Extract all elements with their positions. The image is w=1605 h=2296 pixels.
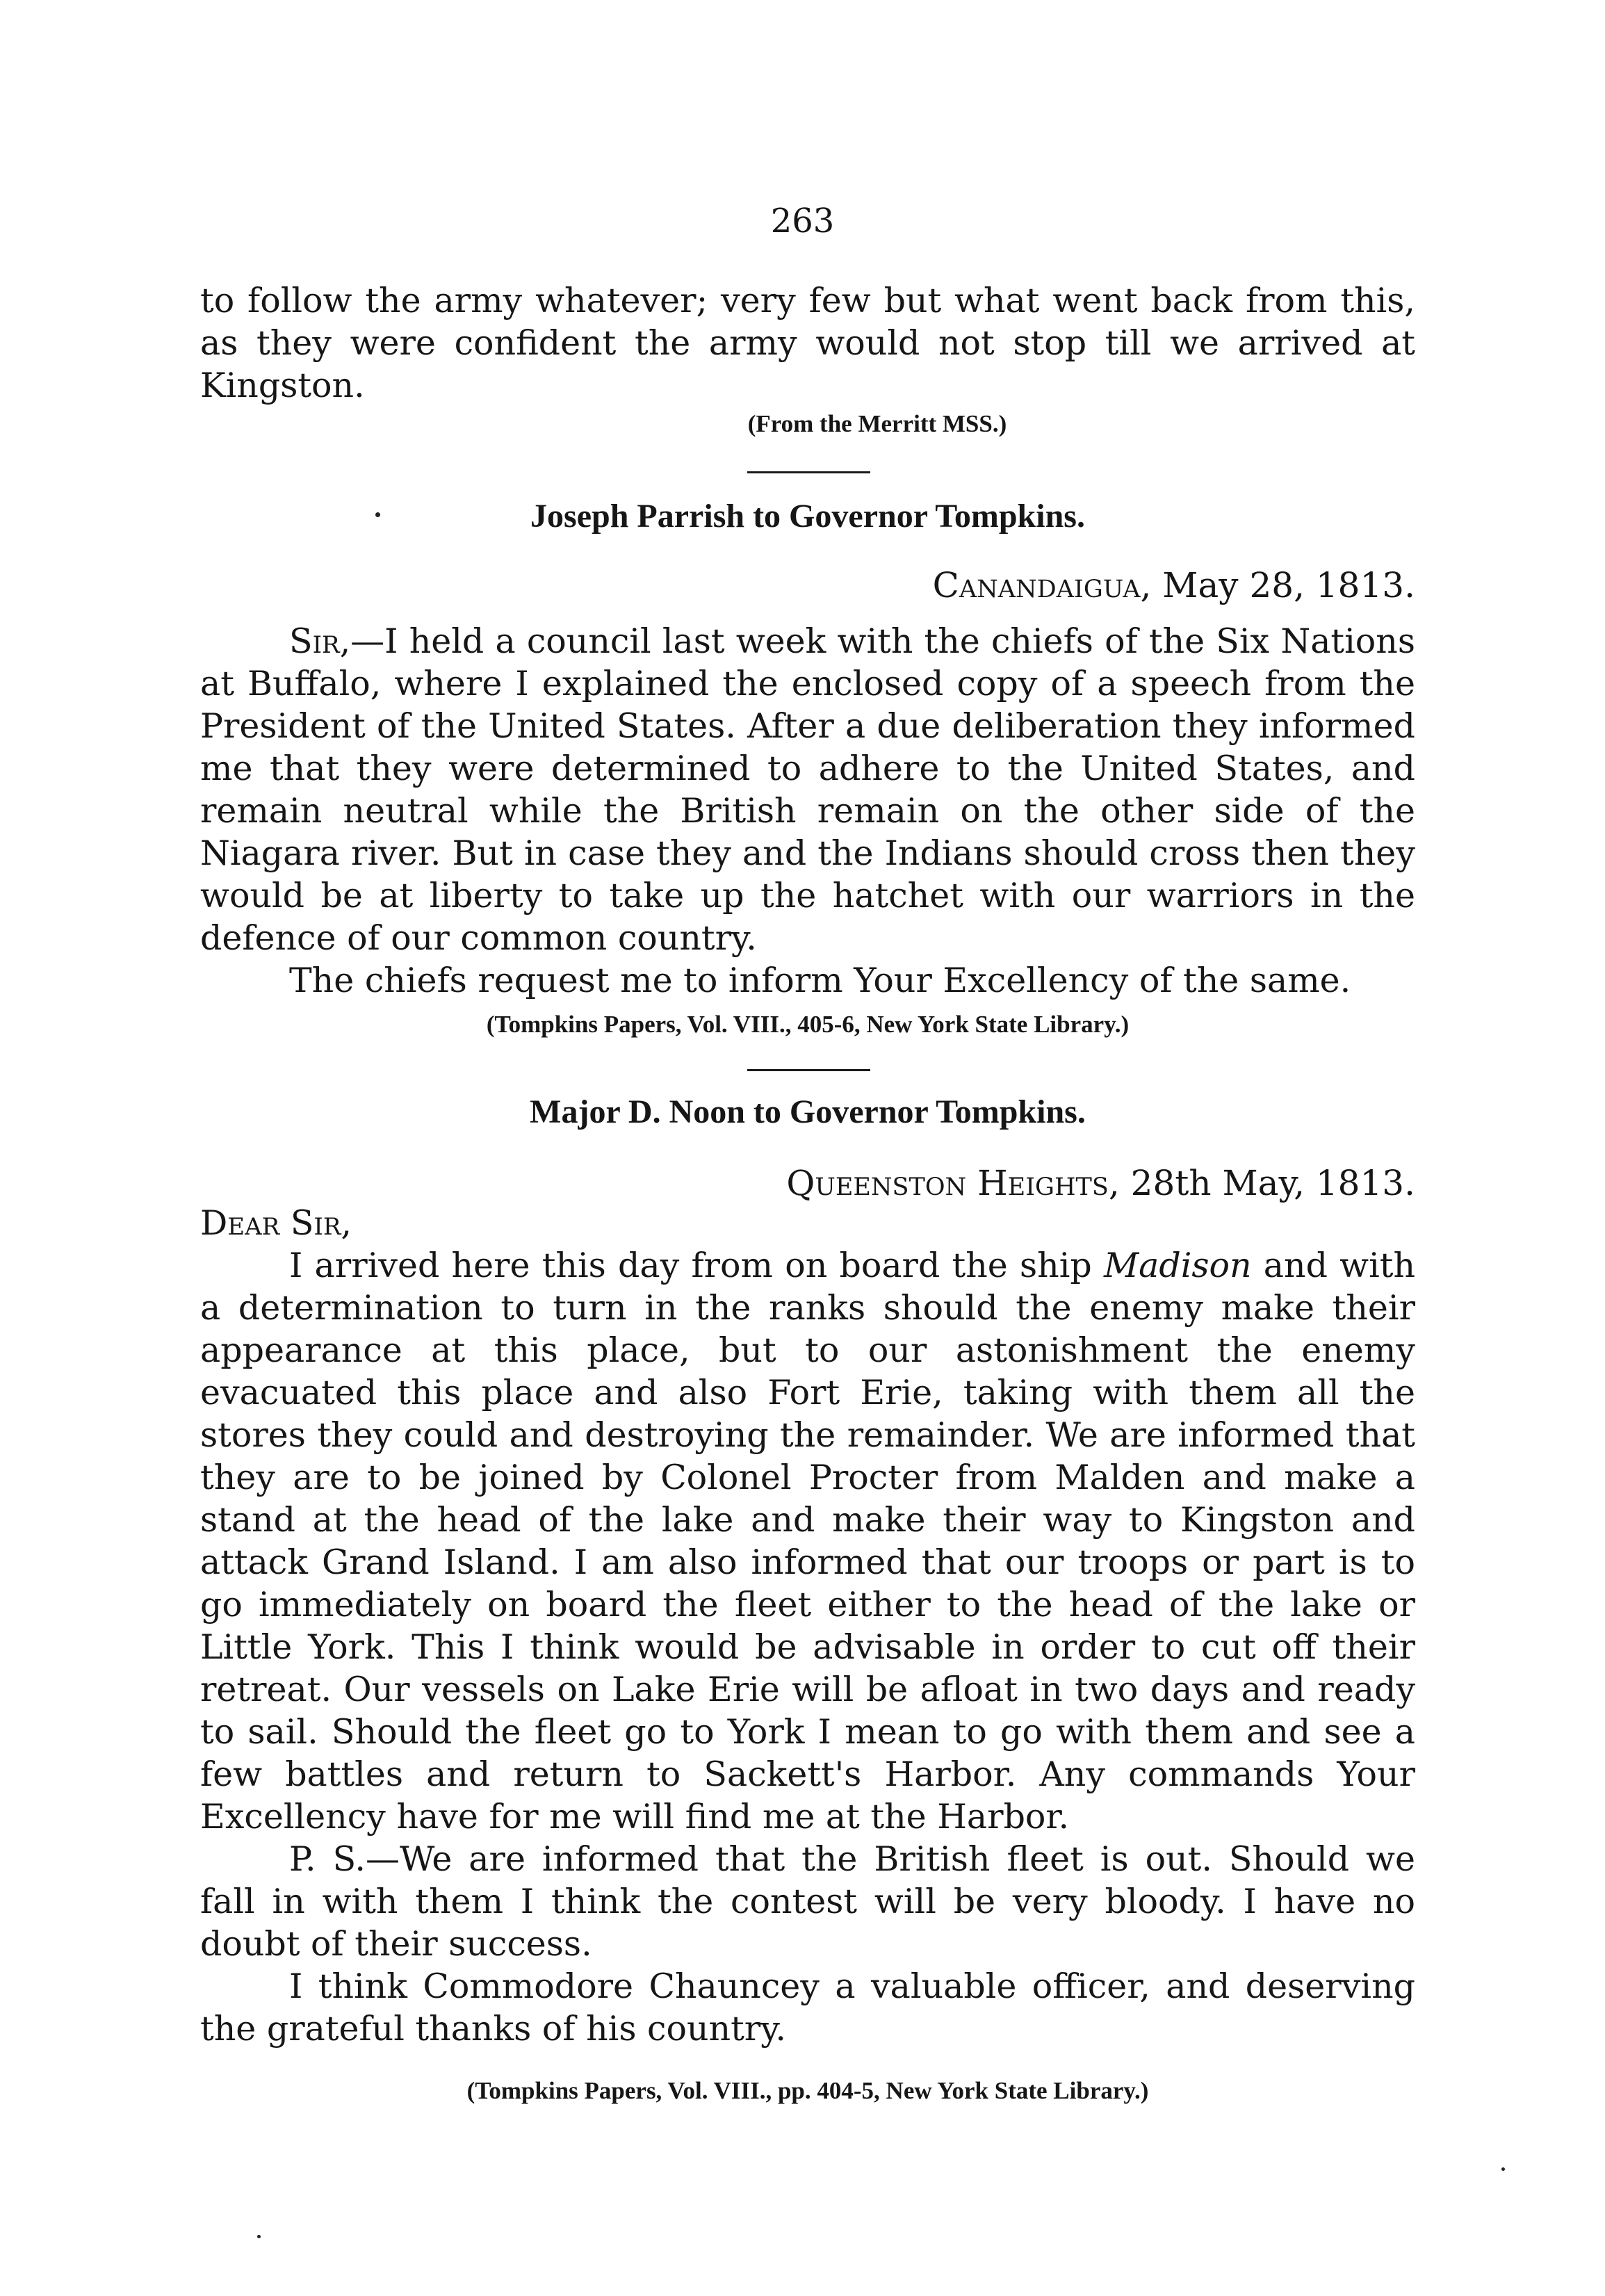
letter1-paragraph-text: ,—I held a council last week with the chiefs of the Six Nations at Buffalo, where I explained the enclosed copy of a speech from the President of the United States. After a due deliberation they informed me that they were determined to adhere to the United States, and remain neutral while the British remain on the other side of the Niagara river. But in case they and the Indians should cross then they would be at liberty to take up the hatchet with our warriors in the defence of our common country. — [200, 621, 1415, 958]
letter2-body — [200, 1244, 1415, 2050]
letter2-dateline-place: Queenston Heights — [786, 1163, 1109, 1203]
letter1-dateline-place: Canandaigua — [932, 565, 1141, 605]
continuation-text: to follow the army whatever; very few but what went back from this, as they were confident the army would not stop till we arrived at Kingston. — [200, 281, 1415, 405]
letter1-salutation: Sir — [289, 621, 340, 661]
letter2-paragraph-start: I arrived here this day from on board the ship — [289, 1246, 1104, 1285]
stray-mark — [1501, 2167, 1505, 2171]
letter2-dateline — [200, 1162, 1415, 1204]
ship-name: Madison — [1103, 1246, 1252, 1285]
continuation-source: (From the Merritt MSS.) — [747, 410, 1007, 437]
letter1-paragraph — [200, 620, 1415, 959]
letter1-closing-paragraph: The chiefs request me to inform Your Excellency of the same. — [289, 961, 1351, 1000]
section-divider — [747, 1069, 870, 1071]
letter2-postscript: P. S.—We are informed that the British fleet is out. Should we fall in with them I think the contest will be very bloody. I have no doubt of their success. — [200, 1839, 1415, 1964]
letter1-source: (Tompkins Papers, Vol. VIII., 405-6, New York State Library.) — [486, 1011, 1130, 1038]
letter2-dateline-date: , 28th May, 1813. — [1108, 1163, 1415, 1203]
section-divider — [747, 471, 870, 473]
continuation-section — [200, 279, 1415, 407]
letter1-dateline — [200, 564, 1415, 606]
letter1-body — [200, 620, 1415, 1002]
letter2-salutation: Dear Sir, — [200, 1203, 352, 1243]
letter2-paragraph — [200, 1244, 1415, 1838]
stray-mark — [257, 2235, 261, 2238]
letter2-closing: I think Commodore Chauncey a valuable officer, and deserving the grateful thanks of his country. — [200, 1967, 1415, 2049]
page-number: 263 — [770, 202, 835, 241]
letter2-source: (Tompkins Papers, Vol. VIII., pp. 404-5, New York State Library.) — [466, 2077, 1149, 2104]
letter2-heading: Major D. Noon to Governor Tompkins. — [530, 1093, 1086, 1130]
letter1-heading: Joseph Parrish to Governor Tompkins. — [530, 498, 1085, 535]
letter2-paragraph-rest: and with a determination to turn in the ranks should the enemy make their appearance at this place, but to our astonishment the enemy evacuated this place and also Fort Erie, taking with them all the stores they could and destroying the remainder. We are informed that they are to be joined by Colonel Procter from Malden and make a stand at the head of the lake and make their way to Kingston and attack Grand Island. I am also informed that our troops or part is to go immediately on board the fleet either to the head of the lake or Little York. This I think would be advisable in order to cut off their retreat. Our vessels on Lake Erie will be afloat in two days and ready to sail. Should the fleet go to York I mean to go with them and see a few battles and return to Sackett's Harbor. Any commands Your Excellency have for me will find me at the Harbor. — [200, 1246, 1416, 1837]
letter1-dateline-date: , May 28, 1813. — [1140, 565, 1415, 605]
